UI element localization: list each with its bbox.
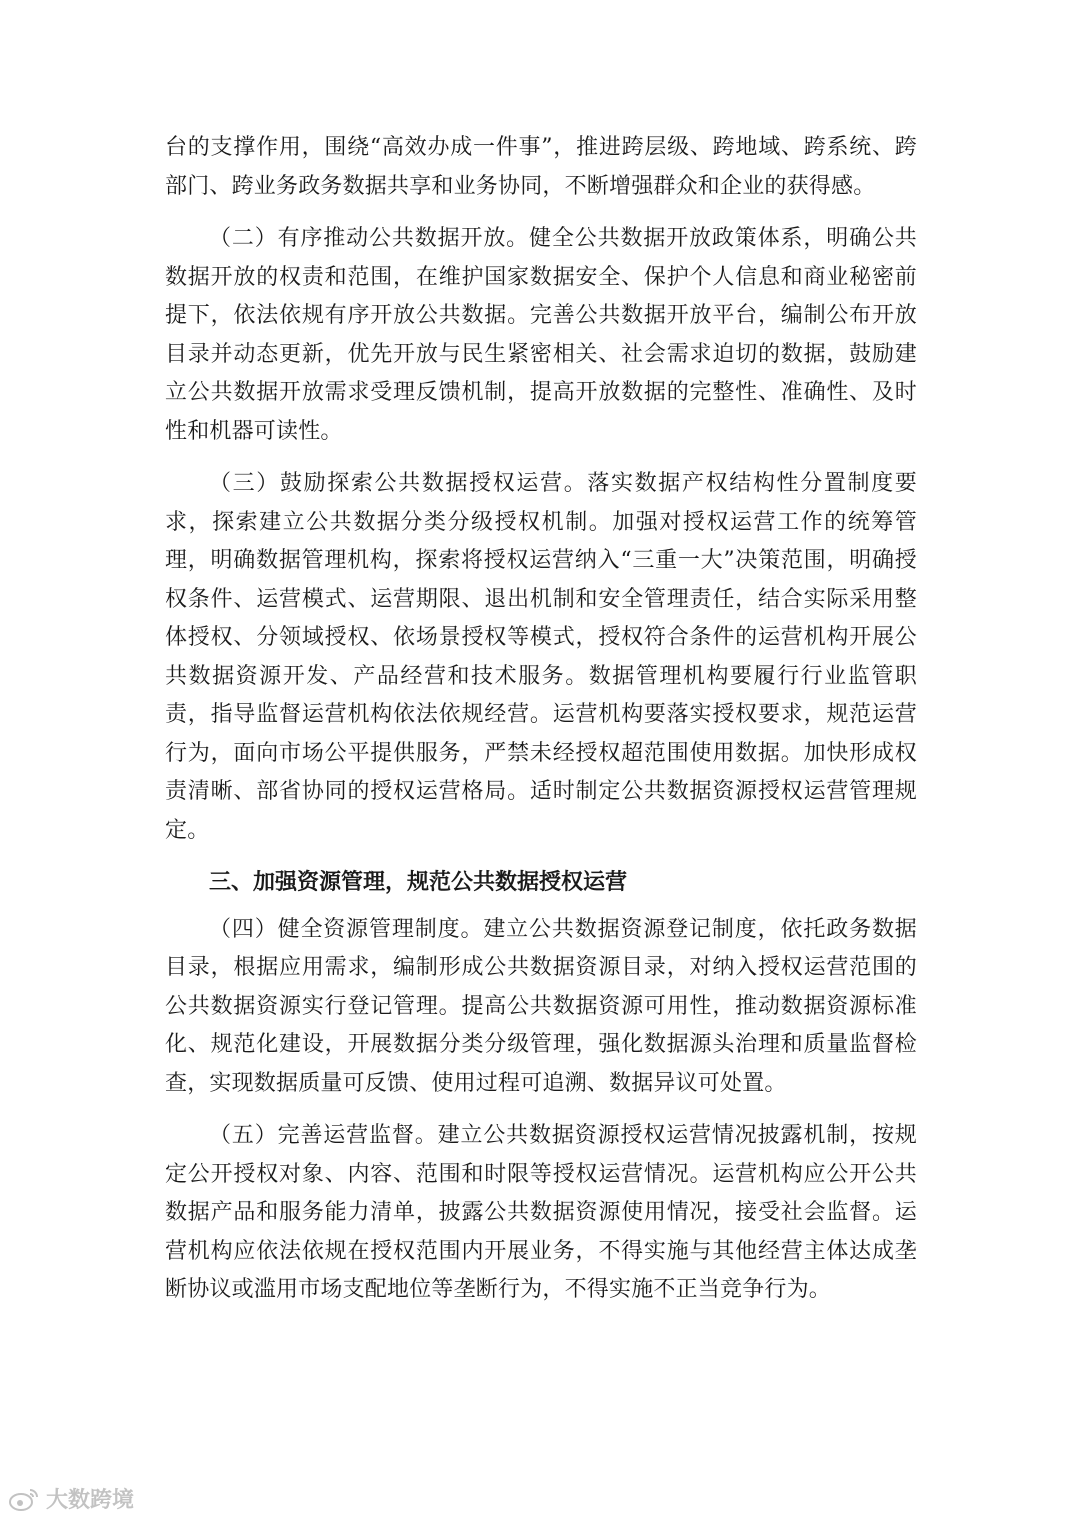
- watermark: [8, 1483, 134, 1514]
- watermark-text: 大数跨境: [46, 1488, 135, 1513]
- paragraph-authorized-operation: （三）鼓励探索公共数据授权运营。落实数据产权结构性分置制度要求，探索建立公共数据分类分级授权机制。加强对授权运营工作的统筹管理，明确数据管理机构，探索将授权运营纳入“三重一大”决策范围，明确授权条件、运营模式、运营期限、退出机制和安全管理责任，结合实际采用整体授权、分领域授权、依场景授权等模式，授权符合条件的运营机构开展公共数据资源开发、产品经营和技术服务。数据管理机构要履行行业监管职责，指导监督运营机构依法依规经营。运营机构要落实授权要求，规范运营行为，面向市场公平提供服务，严禁未经授权超范围使用数据。加快形成权责清晰、部省协同的授权运营格局。适时制定公共数据资源授权运营管理规定。: [165, 471, 917, 843]
- section-heading: 三、加强资源管理，规范公共数据授权运营: [209, 870, 628, 895]
- paragraph-open-public-data: （二）有序推动公共数据开放。健全公共数据开放政策体系，明确公共数据开放的权责和范围，在维护国家数据安全、保护个人信息和商业秘密前提下，依法依规有序开放公共数据。完善公共数据开放平台，编制公布开放目录并动态更新，优先开放与民生紧密相关、社会需求迫切的数据，鼓励建立公共数据开放需求受理反馈机制，提高开放数据的完整性、准确性、及时性和机器可读性。: [165, 226, 917, 444]
- paragraph-continuation: 台的支撑作用，围绕“高效办成一件事”，推进跨层级、跨地域、跨系统、跨部门、跨业务政务数据共享和业务协同，不断增强群众和企业的获得感。: [165, 135, 917, 199]
- paragraph-operation-supervision: （五）完善运营监督。建立公共数据资源授权运营情况披露机制，按规定公开授权对象、内容、范围和时限等授权运营情况。运营机构应公开公共数据产品和服务能力清单，披露公共数据资源使用情况，接受社会监督。运营机构应依法依规在授权范围内开展业务，不得实施与其他经营主体达成垄断协议或滥用市场支配地位等垄断行为，不得实施不正当竞争行为。: [165, 1123, 917, 1302]
- paragraph-resource-management: （四）健全资源管理制度。建立公共数据资源登记制度，依托政务数据目录，根据应用需求，编制形成公共数据资源目录，对纳入授权运营范围的公共数据资源实行登记管理。提高公共数据资源可用性，推动数据资源标准化、规范化建设，开展数据分类分级管理，强化数据源头治理和质量监督检查，实现数据质量可反馈、使用过程可追溯、数据异议可处置。: [165, 916, 917, 1096]
- document-page: [165, 129, 917, 1310]
- weibo-logo-icon: [8, 1486, 40, 1512]
